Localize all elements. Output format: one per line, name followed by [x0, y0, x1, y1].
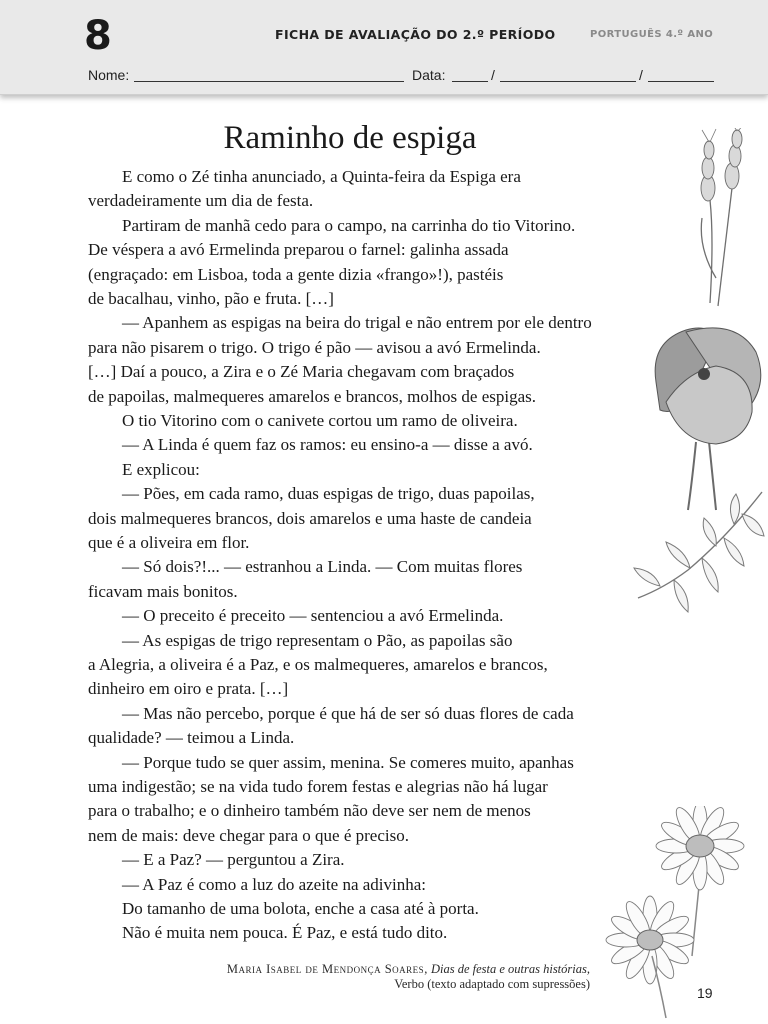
text-line: De véspera a avó Ermelinda preparou o farnel: galinha assada: [88, 240, 509, 260]
text-line: nem de mais: deve chegar para o que é preciso.: [88, 825, 409, 845]
wheat-ears-illustration: [688, 128, 758, 308]
text-line: para o trabalho; e o dinheiro também não deve ser nem de menos: [88, 801, 531, 821]
sheet-title: FICHA DE AVALIAÇÃO DO 2.º PERÍODO: [275, 27, 556, 42]
text-line: […] Daí a pouco, a Zira e o Zé Maria chegavam com braçados: [88, 362, 515, 382]
page-number: 19: [697, 985, 713, 1001]
daisies-illustration: [596, 806, 768, 1020]
text-line: Não é muita nem pouca. É Paz, e está tudo dito.: [122, 923, 448, 943]
sheet-number: 8: [84, 13, 112, 59]
text-line: dois malmequeres brancos, dois amarelos e uma haste de candeia: [88, 508, 532, 528]
text-line: — Mas não percebo, porque é que há de ser só duas flores de cada: [122, 703, 574, 723]
citation-book: Dias de festa e outras histórias,: [430, 962, 590, 976]
text-line: verdadeiramente um dia de festa.: [88, 191, 314, 211]
text-line: a Alegria, a oliveira é a Paz, e os malmequeres, amarelos e brancos,: [88, 655, 548, 674]
text-line: E explicou:: [122, 459, 200, 479]
text-line: E como o Zé tinha anunciado, a Quinta-feira da Espiga era: [122, 167, 521, 186]
text-line: ficavam mais bonitos.: [88, 581, 238, 601]
name-field-line[interactable]: [134, 81, 404, 82]
text-line: — As espigas de trigo representam o Pão, as papoilas são: [122, 630, 513, 650]
date-separator: /: [491, 67, 495, 83]
text-line: uma indigestão; se na vida tudo forem festas e alegrias não há lugar: [88, 777, 548, 796]
text-line: Do tamanho de uma bolota, enche a casa até à porta.: [122, 899, 479, 918]
text-line: — A Paz é como a luz do azeite na adivinha:: [122, 874, 427, 894]
date-separator: /: [639, 67, 643, 83]
date-day-line[interactable]: [452, 81, 488, 82]
citation-author: Maria Isabel de Mendonça Soares,: [226, 962, 428, 976]
text-line: de bacalhau, vinho, pão e fruta. […]: [88, 289, 334, 308]
olive-branch-illustration: [630, 488, 768, 618]
text-line: — Pões, em cada ramo, duas espigas de trigo, duas papoilas,: [122, 484, 535, 504]
sheet-subject: PORTUGUÊS 4.º ANO: [590, 29, 714, 40]
text-line: — Apanhem as espigas na beira do trigal e não entrem por ele dentro: [122, 313, 592, 333]
text-line: — Porque tudo se quer assim, menina. Se comeres muito, apanhas: [122, 752, 574, 772]
text-line: Partiram de manhã cedo para o campo, na carrinha do tio Vitorino.: [122, 215, 576, 235]
text-line: qualidade? — teimou a Linda.: [88, 728, 295, 748]
text-line: — O preceito é preceito — sentenciou a avó Ermelinda.: [122, 606, 504, 626]
date-month-line[interactable]: [500, 81, 636, 82]
worksheet-header: [0, 0, 768, 95]
citation: [227, 962, 590, 992]
text-line: — Só dois?!... — estranhou a Linda. — Com muitas flores: [122, 557, 523, 577]
text-line: (engraçado: em Lisboa, toda a gente dizia «frango»!), pastéis: [88, 264, 504, 284]
name-label: Nome:: [88, 67, 130, 83]
text-line: que é a oliveira em flor.: [88, 533, 250, 552]
story-title: Raminho de espiga: [223, 120, 477, 156]
text-line: dinheiro em oiro e prata. […]: [88, 679, 289, 699]
citation-publisher: Verbo (texto adaptado com supressões): [394, 977, 590, 991]
text-line: — A Linda é quem faz os ramos: eu ensino-a — disse a avó.: [122, 435, 533, 455]
text-line: — E a Paz? — perguntou a Zira.: [122, 850, 345, 870]
date-label: Data:: [412, 67, 446, 83]
poppy-illustration: [646, 322, 768, 512]
text-line: O tio Vitorino com o canivete cortou um ramo de oliveira.: [122, 411, 518, 430]
date-year-line[interactable]: [648, 81, 714, 82]
text-line: de papoilas, malmequeres amarelos e brancos, molhos de espigas.: [88, 386, 537, 406]
text-line: para não pisarem o trigo. O trigo é pão — avisou a avó Ermelinda.: [88, 337, 541, 357]
